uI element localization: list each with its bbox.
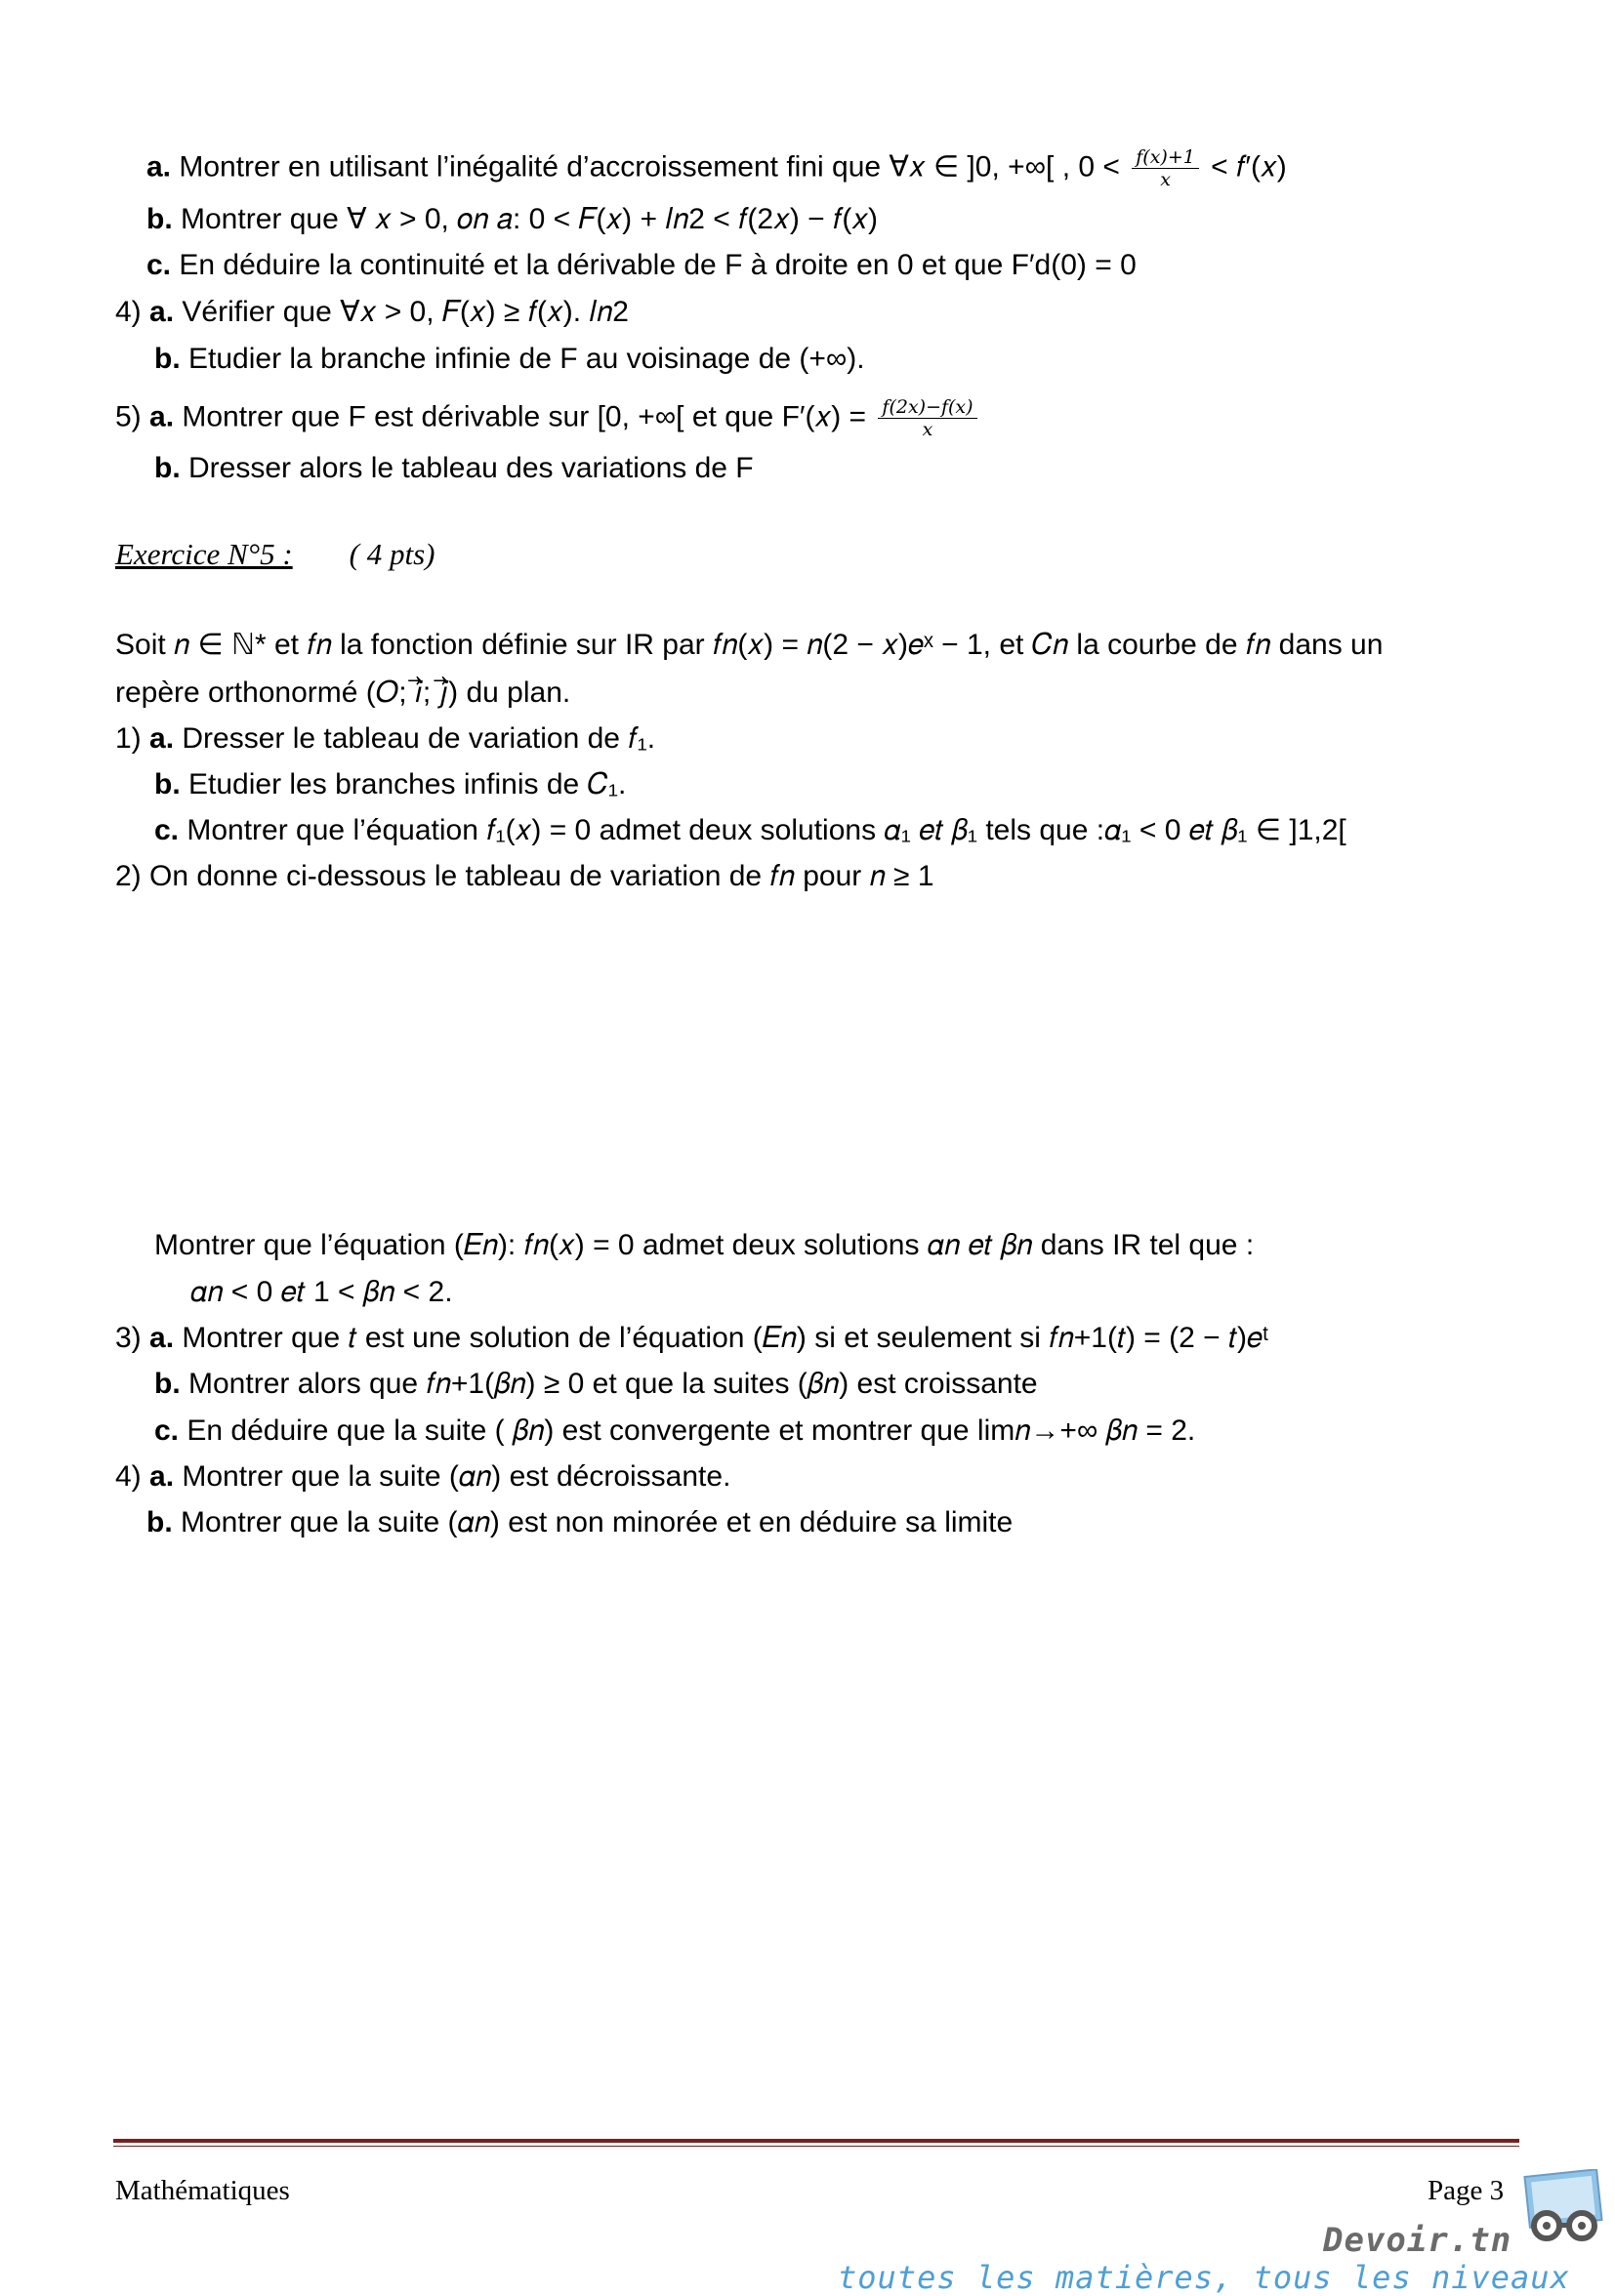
footer-subject: Mathématiques: [115, 2175, 290, 2206]
footer-page-number: Page 3: [1428, 2175, 1505, 2206]
question-3b: b. Montrer que ∀ 𝑥 > 0, 𝑜𝑛 𝑎: 0 < 𝐹(𝑥) + 𝑙𝑛2 < 𝑓(2𝑥) − 𝑓(𝑥): [146, 203, 879, 235]
question-3c: c. En déduire la continuité et la dérivable de F à droite en 0 et que F′d(0) = 0: [146, 249, 1137, 281]
question-4b: b. Etudier la branche infinie de F au voisinage de (+∞).: [154, 343, 865, 375]
ex5-question-3c: c. En déduire que la suite ( 𝛽𝑛) est convergente et montrer que lim𝑛→+∞ 𝛽𝑛 = 2.: [154, 1414, 1196, 1447]
fraction: $\frac{f(x)+1}{x}$: [1132, 146, 1199, 190]
ex5-question-4a: 4) a. Montrer que la suite (𝛼𝑛) est décroissante.: [115, 1460, 731, 1493]
ex5-question-1a: 1) a. Dresser le tableau de variation de 𝑓₁.: [115, 722, 656, 755]
ex5-question-2-condition: 𝛼𝑛 < 0 𝑒𝑡 1 < 𝛽𝑛 < 2.: [190, 1276, 453, 1308]
ex5-question-1c: c. Montrer que l’équation 𝑓₁(𝑥) = 0 admet deux solutions 𝛼₁ 𝑒𝑡 𝛽₁ tels que :𝛼₁ < 0 𝑒𝑡 𝛽₁ ∈ ]1,2[: [154, 814, 1346, 846]
ex5-question-3b: b. Montrer alors que 𝑓𝑛+1(𝛽𝑛) ≥ 0 et que la suites (𝛽𝑛) est croissante: [154, 1368, 1038, 1400]
fraction: $\frac{f(2x)-f(x)}{x}$: [878, 396, 976, 440]
ex5-question-4b: b. Montrer que la suite (𝛼𝑛) est non minorée et en déduire sa limite: [146, 1506, 1014, 1538]
ex5-question-3a: 3) a. Montrer que 𝑡 est une solution de l’équation (𝐸𝑛) si et seulement si 𝑓𝑛+1(𝑡) = (2 − 𝑡)𝑒ᵗ: [115, 1322, 1269, 1354]
exercise-title: Exercice N°5 : ( 4 pts): [115, 537, 435, 571]
ex5-question-2: 2) On donne ci-dessous le tableau de variation de 𝑓𝑛 pour 𝑛 ≥ 1: [115, 860, 934, 892]
footer-divider-thin: [113, 2146, 1519, 2147]
brand-name: Devoir.tn: [1323, 2221, 1512, 2260]
exercise-intro-line-2: repère orthonormé (𝑂; 𝑖⃗; 𝑗⃗) du plan.: [115, 676, 571, 709]
question-3a: a. Montrer en utilisant l’inégalité d’accroissement fini que ∀𝑥 ∈ ]0, +∞[ , 0 < $\frac{f(x)+1}{x}$ < 𝑓′(𝑥): [146, 146, 1287, 190]
exercise-intro-line-1: Soit 𝑛 ∈ ℕ* et 𝑓𝑛 la fonction définie sur IR par 𝑓𝑛(𝑥) = 𝑛(2 − 𝑥)𝑒ˣ − 1, et 𝐶𝑛 la courbe de 𝑓𝑛 dans un: [115, 629, 1384, 661]
question-5b: b. Dresser alors le tableau des variations de F: [154, 452, 754, 484]
footer-divider: [113, 2139, 1519, 2143]
question-4a: 4) a. Vérifier que ∀𝑥 > 0, 𝐹(𝑥) ≥ 𝑓(𝑥). 𝑙𝑛2: [115, 296, 629, 328]
ex5-question-2-continued: Montrer que l’équation (𝐸𝑛): 𝑓𝑛(𝑥) = 0 admet deux solutions 𝛼𝑛 𝑒𝑡 𝛽𝑛 dans IR tel que :: [154, 1229, 1255, 1261]
brand-slogan: toutes les matières, tous les niveaux: [838, 2259, 1570, 2296]
label: a.: [146, 150, 172, 184]
ex5-question-1b: b. Etudier les branches infinis de 𝐶₁.: [154, 768, 627, 800]
question-5a: 5) a. Montrer que F est dérivable sur [0, +∞[ et que F′(𝑥) = $\frac{f(2x)-f(x)}{x}$: [115, 396, 981, 440]
glasses-logo-icon: [1519, 2169, 1609, 2249]
